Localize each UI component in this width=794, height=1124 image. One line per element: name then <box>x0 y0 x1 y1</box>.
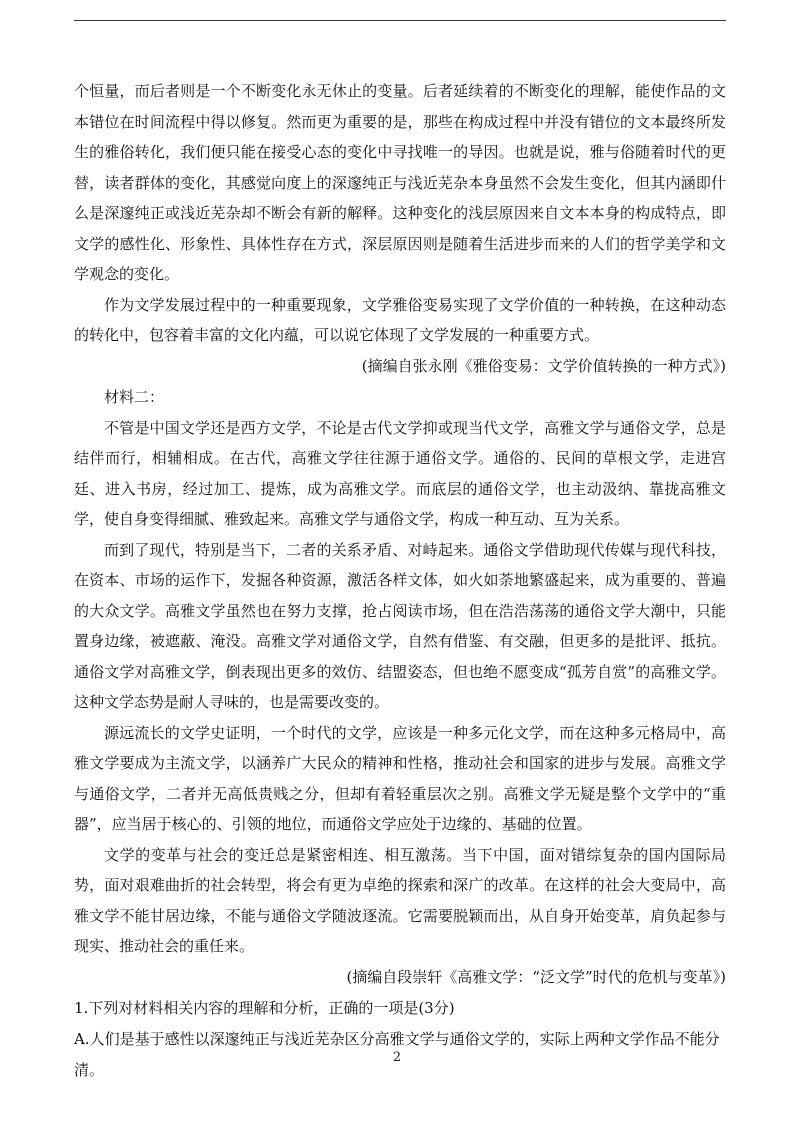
question-1-option-a: A.人们是基于感性以深邃纯正与浅近芜杂区分高雅文学与通俗文学的，实际上两种文学作品不能分清。 <box>74 1029 720 1079</box>
material2-label: 材料二： <box>104 387 165 406</box>
material2-paragraph-3: 源远流长的文学史证明，一个时代的文学，应该是一种多元化文学，而在这种多元格局中，高雅文学要成为主流文学，以涵养广大民众的精神和性格，推动社会和国家的进步与发展。高雅文学与通俗文学，二者并无高低贵贱之分，但却有着轻重层次之别。高雅文学无疑是整个文学中的“重器”，应当居于核心的、引领的地位，而通俗文学应处于边缘的、基础的位置。 <box>74 723 726 833</box>
material1-continuation-paragraph: 个恒量，而后者则是一个不断变化永无休止的变量。后者延续着的不断变化的理解，能使作品的文本错位在时间流程中得以修复。然而更为重要的是，那些在构成过程中并没有错位的文本最终所发生的雅俗转化，我们便只能在接受心态的变化中寻找唯一的导因。也就是说，雅与俗随着时代的更替，读者群体的变化，其感觉向度上的深邃纯正与浅近芜杂本身虽然不会发生变化，但其内涵即什么是深邃纯正或浅近芜杂却不断会有新的解释。这种变化的浅层原因来自文本本身的构成特点，即文学的感性化、形象性、具体性存在方式，深层原因则是随着生活进步而来的人们的哲学美学和文学观念的变化。 <box>74 82 726 283</box>
document-body <box>74 76 726 1086</box>
page-number: 2 <box>392 1050 402 1065</box>
material2-source-citation: (摘编自段崇轩《高雅文学：“泛文学”时代的危机与变革》) <box>346 967 726 986</box>
material1-closing-paragraph: 作为文学发展过程中的一种重要现象，文学雅俗变易实现了文学价值的一种转换，在这种动态的转化中，包容着丰富的文化内蕴，可以说它体现了文学发展的一种重要方式。 <box>74 295 726 344</box>
question-1-stem: 1.下列对材料相关内容的理解和分析，正确的一项是(3分) <box>74 998 455 1017</box>
header-rule <box>74 20 726 21</box>
material2-paragraph-2: 而到了现代，特别是当下，二者的关系矛盾、对峙起来。通俗文学借助现代传媒与现代科技，在资本、市场的运作下，发掘各种资源，激活各样文体，如火如荼地繁盛起来，成为重要的、普遍的大众文学。高雅文学虽然也在努力支撑，抢占阅读市场，但在浩浩荡荡的通俗文学大潮中，只能置身边缘，被遮蔽、淹没。高雅文学对通俗文学，自然有借鉴、有交融，但更多的是批评、抵抗。通俗文学对高雅文学，倒表现出更多的效仿、结盟姿态，但也绝不愿变成“孤芳自赏”的高雅文学。这种文学态势是耐人寻味的，也是需要改变的。 <box>74 540 726 711</box>
material2-paragraph-1: 不管是中国文学还是西方文学，不论是古代文学抑或现当代文学，高雅文学与通俗文学，总是结伴而行，相辅相成。在古代，高雅文学往往源于通俗文学。通俗的、民间的草根文学，走进宫廷、进入书房，经过加工、提炼，成为高雅文学。而底层的通俗文学，也主动汲纳、靠拢高雅文学，使自身变得细腻、雅致起来。高雅文学与通俗文学，构成一种互动、互为关系。 <box>74 418 726 528</box>
material1-source-citation: (摘编自张永刚《雅俗变易：文学价值转换的一种方式》) <box>361 356 726 375</box>
material2-paragraph-4: 文学的变革与社会的变迁总是紧密相连、相互激荡。当下中国，面对错综复杂的国内国际局势，面对艰难曲折的社会转型，将会有更为卓绝的探索和深广的改革。在这样的社会大变局中，高雅文学不能甘居边缘，不能与通俗文学随波逐流。它需要脱颖而出，从自身开始变革，肩负起参与现实、推动社会的重任来。 <box>74 845 726 955</box>
